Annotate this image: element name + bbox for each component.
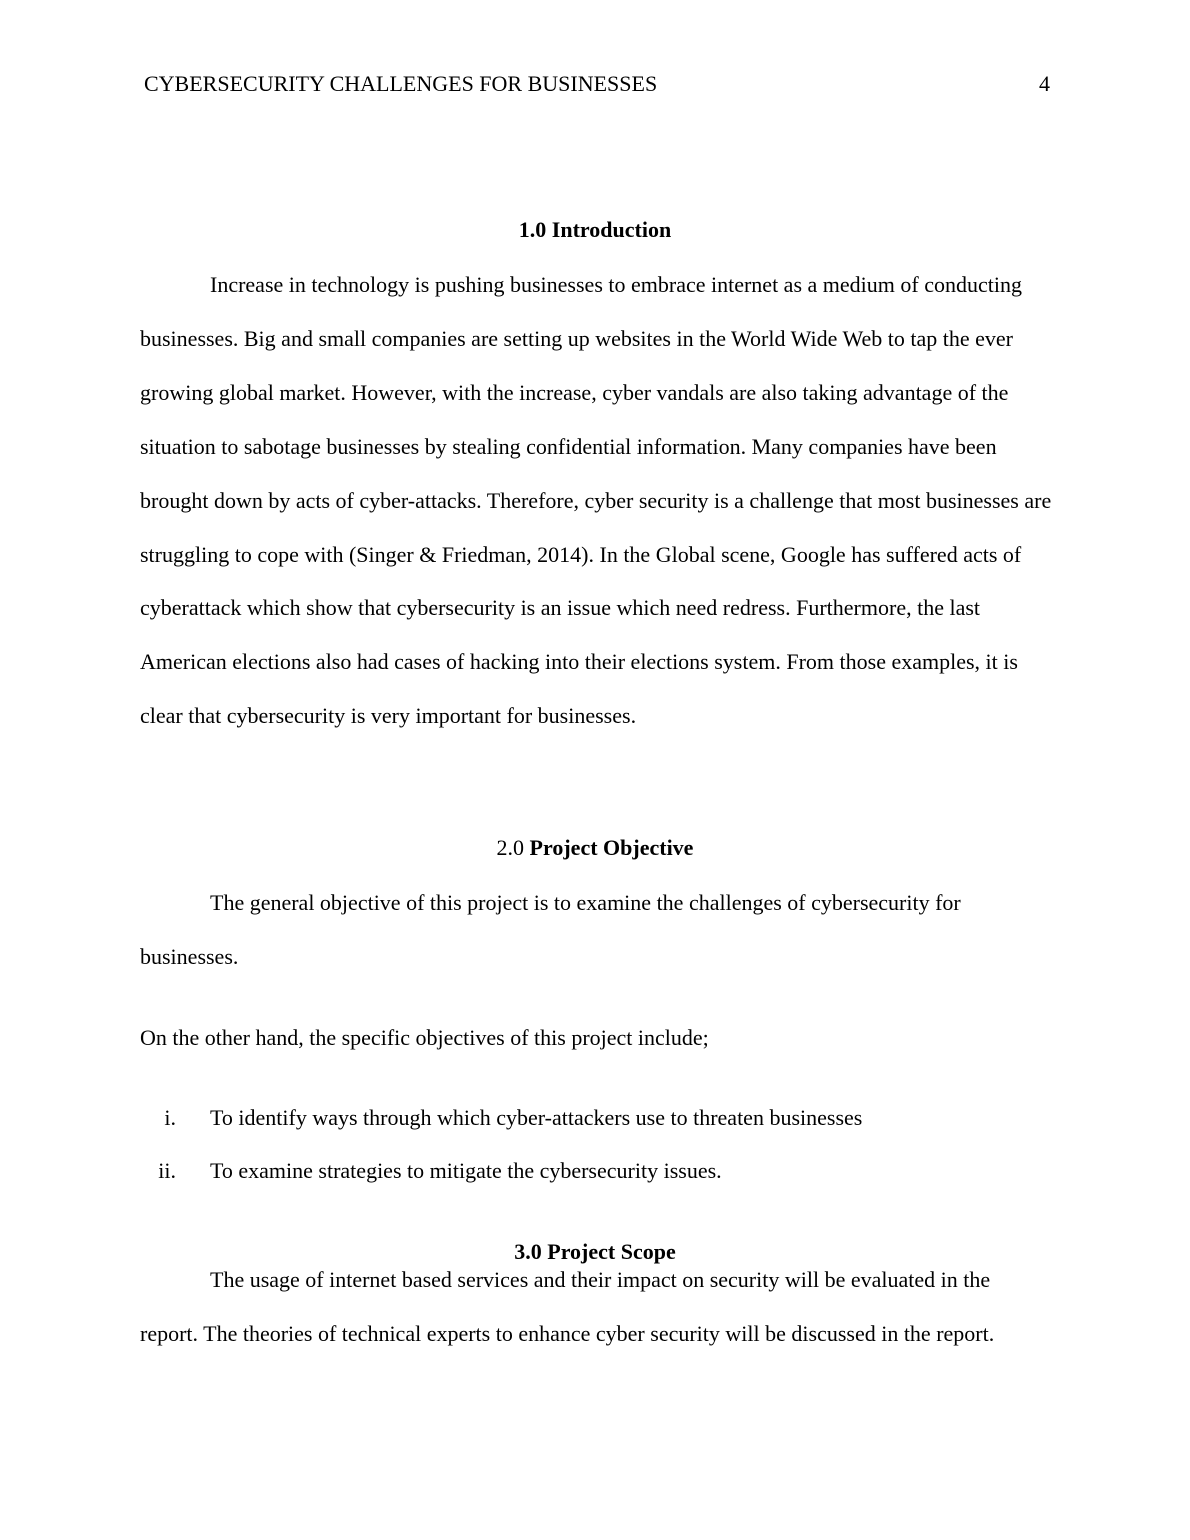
scope-paragraph: The usage of internet based services and their impact on security will be evaluated in the report. The theories of technical experts to enhance cyber security will be discussed in the report. [140, 1267, 995, 1346]
objectives-intro-line: On the other hand, the specific objectives of this project include; [140, 1025, 709, 1050]
introduction-paragraph: Increase in technology is pushing businesses to embrace internet as a medium of conducting businesses. Big and small companies are setting up websites in the World Wide Web to tap the ever growing global market. However, with the increase, cyber vandals are also taking advantage of the situation to sabotage businesses by stealing confidential information. Many companies have been brought down by acts of cyber-attacks. Therefore, cyber security is a challenge that most businesses are struggling to cope with (Singer & Friedman, 2014). In the Global scene, Google has suffered acts of cyberattack which show that cybersecurity is an issue which need redress. Furthermore, the last American elections also had cases of hacking into their elections system. From those examples, it is clear that cybersecurity is very important for businesses. [140, 272, 1052, 729]
list-item-text: To examine strategies to mitigate the cybersecurity issues. [210, 1158, 722, 1183]
objective-paragraph: The general objective of this project is to examine the challenges of cybersecurity for businesses. [140, 890, 961, 969]
list-item-text: To identify ways through which cyber-attackers use to threaten businesses [210, 1105, 863, 1130]
running-head: CYBERSECURITY CHALLENGES FOR BUSINESSES [144, 71, 658, 96]
page-number: 4 [1039, 71, 1050, 96]
section-heading-project-objective [140, 834, 1050, 862]
section-heading-text: 1.0 Introduction [518, 217, 672, 242]
section-heading-text: 3.0 Project Scope [514, 1239, 676, 1264]
list-item [140, 1157, 1050, 1185]
list-item-number: i. [164, 1105, 176, 1130]
section-heading-introduction [140, 216, 1050, 244]
list-item [140, 1104, 1050, 1132]
section-heading-number: 2.0 [496, 835, 525, 860]
list-item-number: ii. [158, 1158, 176, 1183]
section-heading-title: Project Objective [529, 835, 694, 860]
